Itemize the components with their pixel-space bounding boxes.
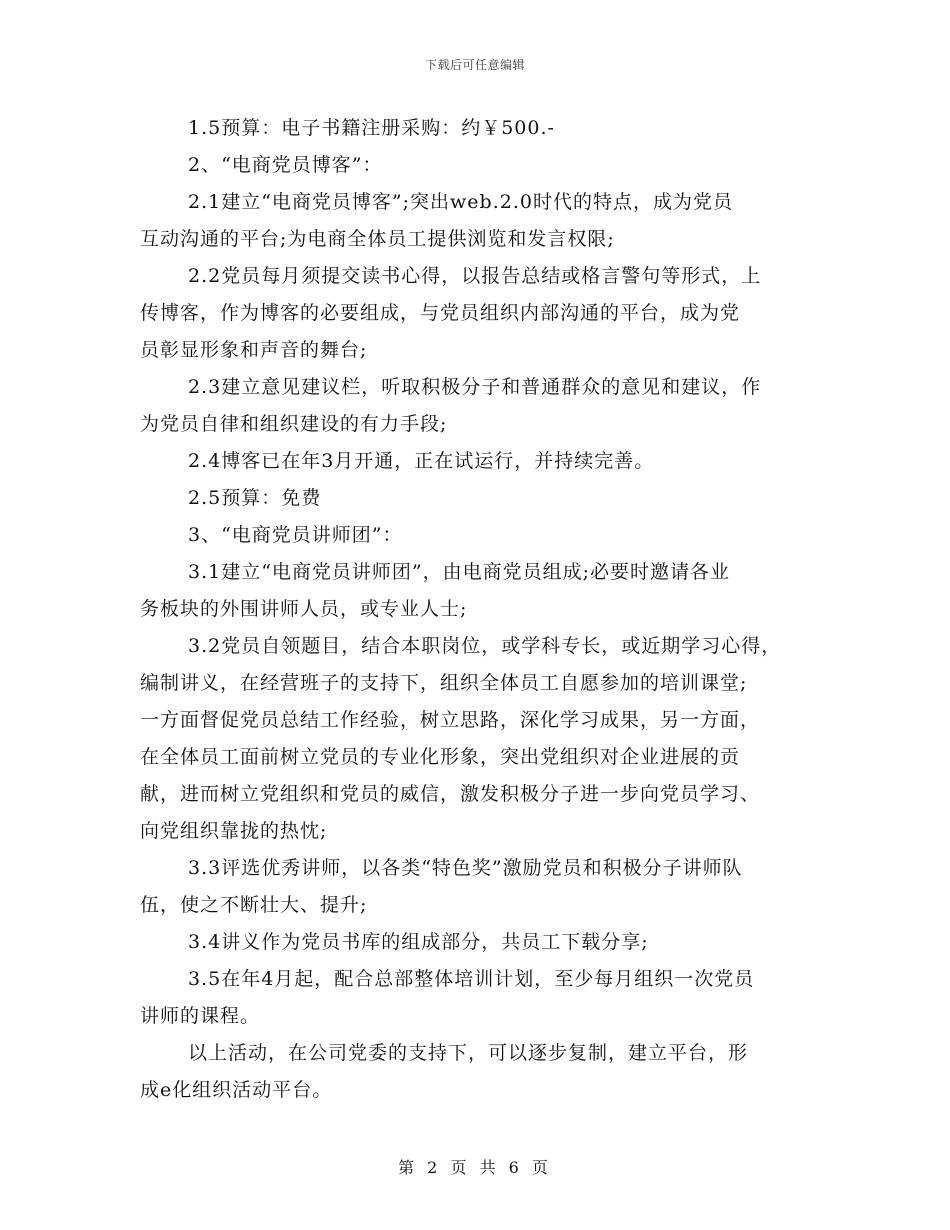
paragraph-line: 向党组织靠拢的热忱;: [140, 820, 328, 842]
paragraph-line: 3.5在年4月起，配合总部整体培训计划，至少每月组织一次党员: [188, 968, 755, 990]
paragraph-line: 3.1建立“电商党员讲师团”，由电商党员组成;必要时邀请各业: [188, 561, 731, 583]
paragraph-line: 2.2党员每月须提交读书心得，以报告总结或格言警句等形式，上: [188, 265, 762, 287]
paragraph-line: 2.4博客已在年3月开通，正在试运行，并持续完善。: [188, 450, 655, 472]
paragraph-line: 2.3建立意见建议栏，听取积极分子和普通群众的意见和建议，作: [188, 376, 762, 398]
paragraph-line: 员彰显形象和声音的舞台;: [140, 339, 368, 361]
paragraph-line: 编制讲义，在经营班子的支持下，组织全体员工自愿参加的培训课堂;: [140, 672, 748, 694]
paragraph-line: 献，进而树立党组织和党员的威信，激发积极分子进一步向党员学习、: [140, 783, 761, 805]
header-note: 下载后可任意编辑: [424, 58, 525, 72]
paragraph-line: 1.5预算：电子书籍注册采购：约￥500.-: [188, 117, 555, 139]
document-body: [140, 110, 830, 1109]
paragraph-line: 成e化组织活动平台。: [140, 1079, 333, 1101]
paragraph-line: 2.1建立“电商党员博客”;突出web.2.0时代的特点，成为党员: [188, 191, 733, 213]
paragraph-line: 在全体员工面前树立党员的专业化形象，突出党组织对企业进展的贡: [140, 746, 741, 768]
paragraph-line: 3.4讲义作为党员书库的组成部分，共员工下载分享;: [188, 931, 649, 953]
section-heading: 3、“电商党员讲师团”：: [188, 524, 403, 546]
paragraph-line: 3.3评选优秀讲师，以各类“特色奖”激励党员和积极分子讲师队: [188, 857, 743, 879]
paragraph-line: 互动沟通的平台;为电商全体员工提供浏览和发言权限;: [140, 228, 615, 250]
paragraph-line: 3.2党员自领题目，结合本职岗位，或学科专长，或近期学习心得，: [188, 635, 782, 657]
paragraph-line: 传博客，作为博客的必要组成，与党员组织内部沟通的平台，成为党: [140, 302, 741, 324]
paragraph-line: 一方面督促党员总结工作经验，树立思路，深化学习成果，另一方面，: [140, 709, 761, 731]
paragraph-line: 2.5预算：免费: [188, 487, 322, 509]
paragraph-line: 务板块的外围讲师人员，或专业人士;: [140, 598, 468, 620]
paragraph-line: 以上活动，在公司党委的支持下，可以逐步复制，建立平台，形: [188, 1042, 749, 1064]
paragraph-line: 伍，使之不断壮大、提升;: [140, 894, 368, 916]
paragraph-line: 为党员自律和组织建设的有力手段;: [140, 413, 448, 435]
section-heading: 2、“电商党员博客”：: [188, 154, 383, 176]
page-number-footer: 第 2 页 共 6 页: [398, 1158, 552, 1177]
paragraph-line: 讲师的课程。: [140, 1005, 261, 1027]
